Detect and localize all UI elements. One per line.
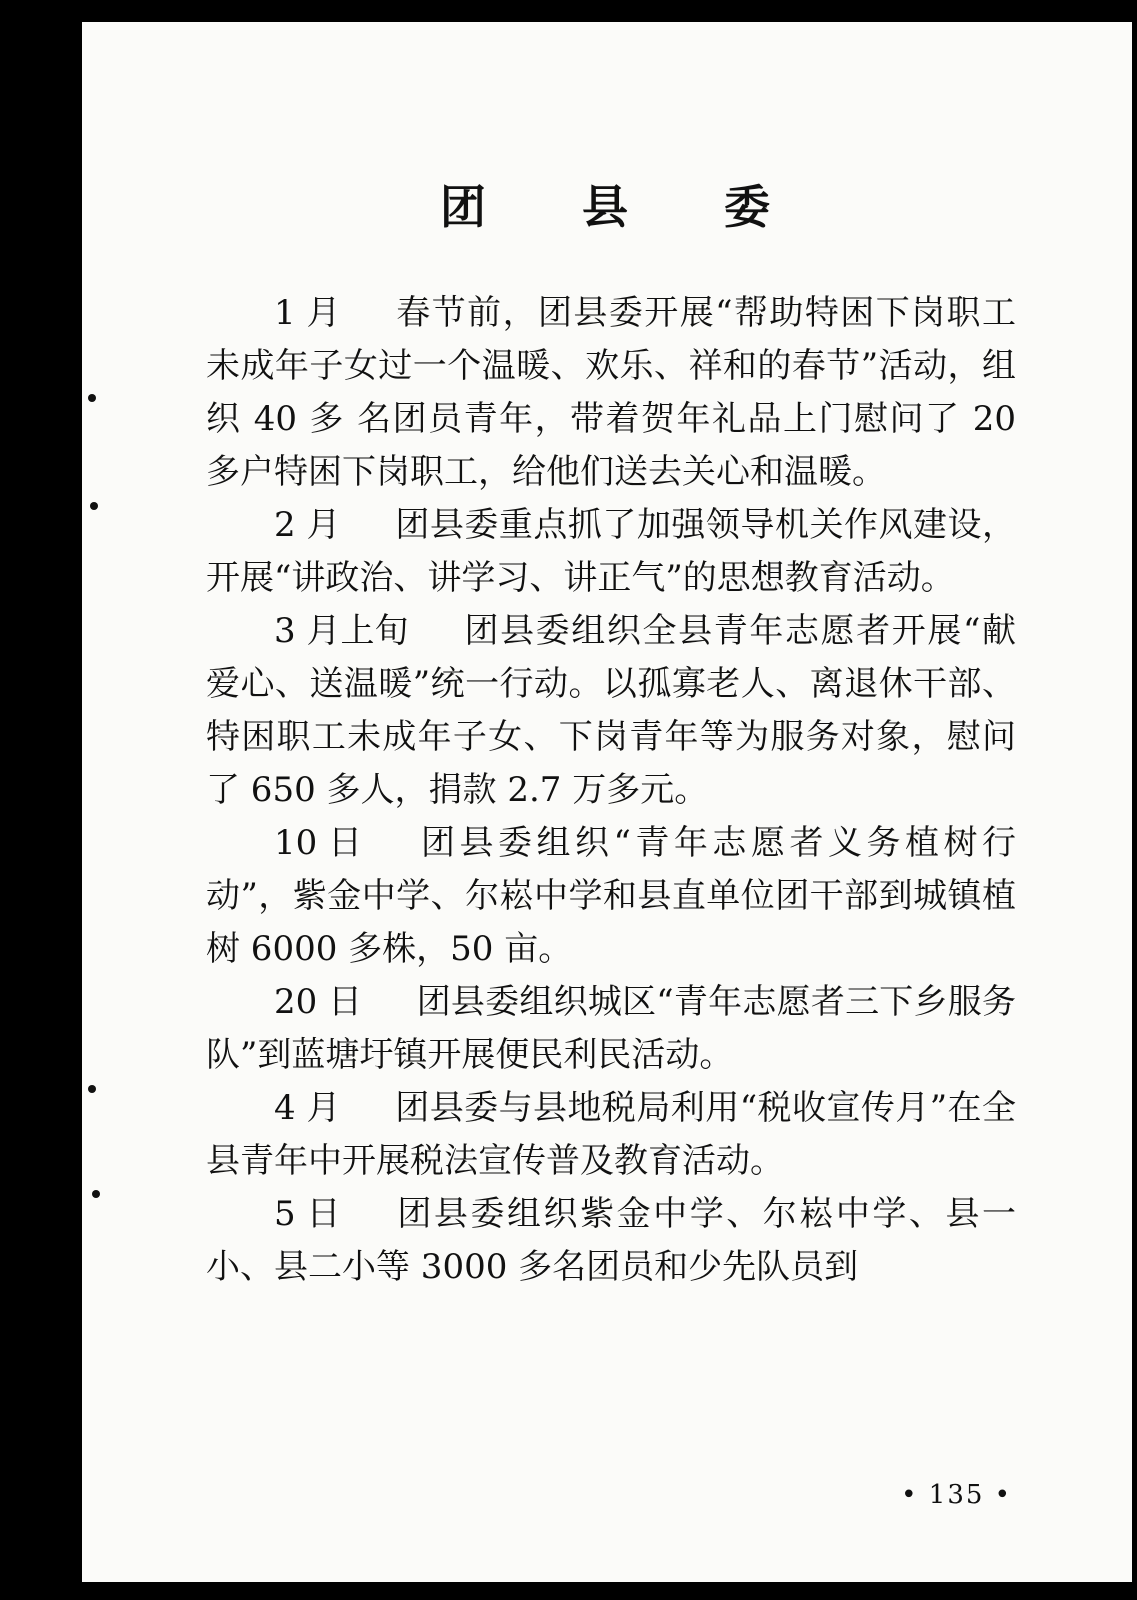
entry-text: 春节前，团县委开展“帮助特困下岗职工未成年子女过一个温暖、欢乐、祥和的春节”活动，组织 40 多 名团员青年，带着贺年礼品上门慰问了 20 多户特困下岗职工，给他们送去关心和温暖。 (206, 293, 1016, 492)
entry-date: 1 月 (274, 293, 341, 333)
entry-date: 2 月 (274, 505, 341, 545)
entry-date: 20 日 (274, 982, 363, 1022)
entry-paragraph (206, 1082, 1016, 1188)
entry-date: 10 日 (274, 823, 363, 863)
entry-date: 5 日 (274, 1194, 341, 1234)
entry-text: 团县委组织“青年志愿者义务植树行动”，紫金中学、尔崧中学和县直单位团干部到城镇植树 6000 多株，50 亩。 (206, 823, 1016, 969)
scan-speck (88, 394, 96, 402)
entry-paragraph (206, 976, 1016, 1082)
scan-speck (90, 502, 98, 510)
entry-paragraph (206, 287, 1016, 499)
entry-text: 团县委重点抓了加强领导机关作风建设，开展“讲政治、讲学习、讲正气”的思想教育活动。 (206, 505, 1016, 598)
entry-date: 4 月 (274, 1088, 341, 1128)
document-page (82, 22, 1132, 1582)
entry-date: 3 月上旬 (274, 611, 409, 651)
entry-text: 团县委组织全县青年志愿者开展“献爱心、送温暖”统一行动。以孤寡老人、离退休干部、特困职工未成年子女、下岗青年等为服务对象，慰问了 650 多人，捐款 2.7 万多元。 (206, 611, 1016, 810)
entry-paragraph (206, 499, 1016, 605)
entry-text: 团县委组织城区“青年志愿者三下乡服务队”到蓝塘圩镇开展便民利民活动。 (206, 982, 1016, 1075)
entry-text: 团县委组织紫金中学、尔崧中学、县一小、县二小等 3000 多名团员和少先队员到 (206, 1194, 1016, 1287)
entry-paragraph (206, 605, 1016, 817)
entry-paragraph (206, 817, 1016, 976)
entry-text: 团县委与县地税局利用“税收宣传月”在全县青年中开展税法宣传普及教育活动。 (206, 1088, 1016, 1181)
page-number: • 135 • (901, 1480, 1012, 1510)
page-title: 团 县 委 (439, 180, 811, 234)
document-body (206, 287, 1016, 1294)
scan-speck (88, 1085, 96, 1093)
entry-paragraph (206, 1188, 1016, 1294)
scan-speck (92, 1190, 100, 1198)
